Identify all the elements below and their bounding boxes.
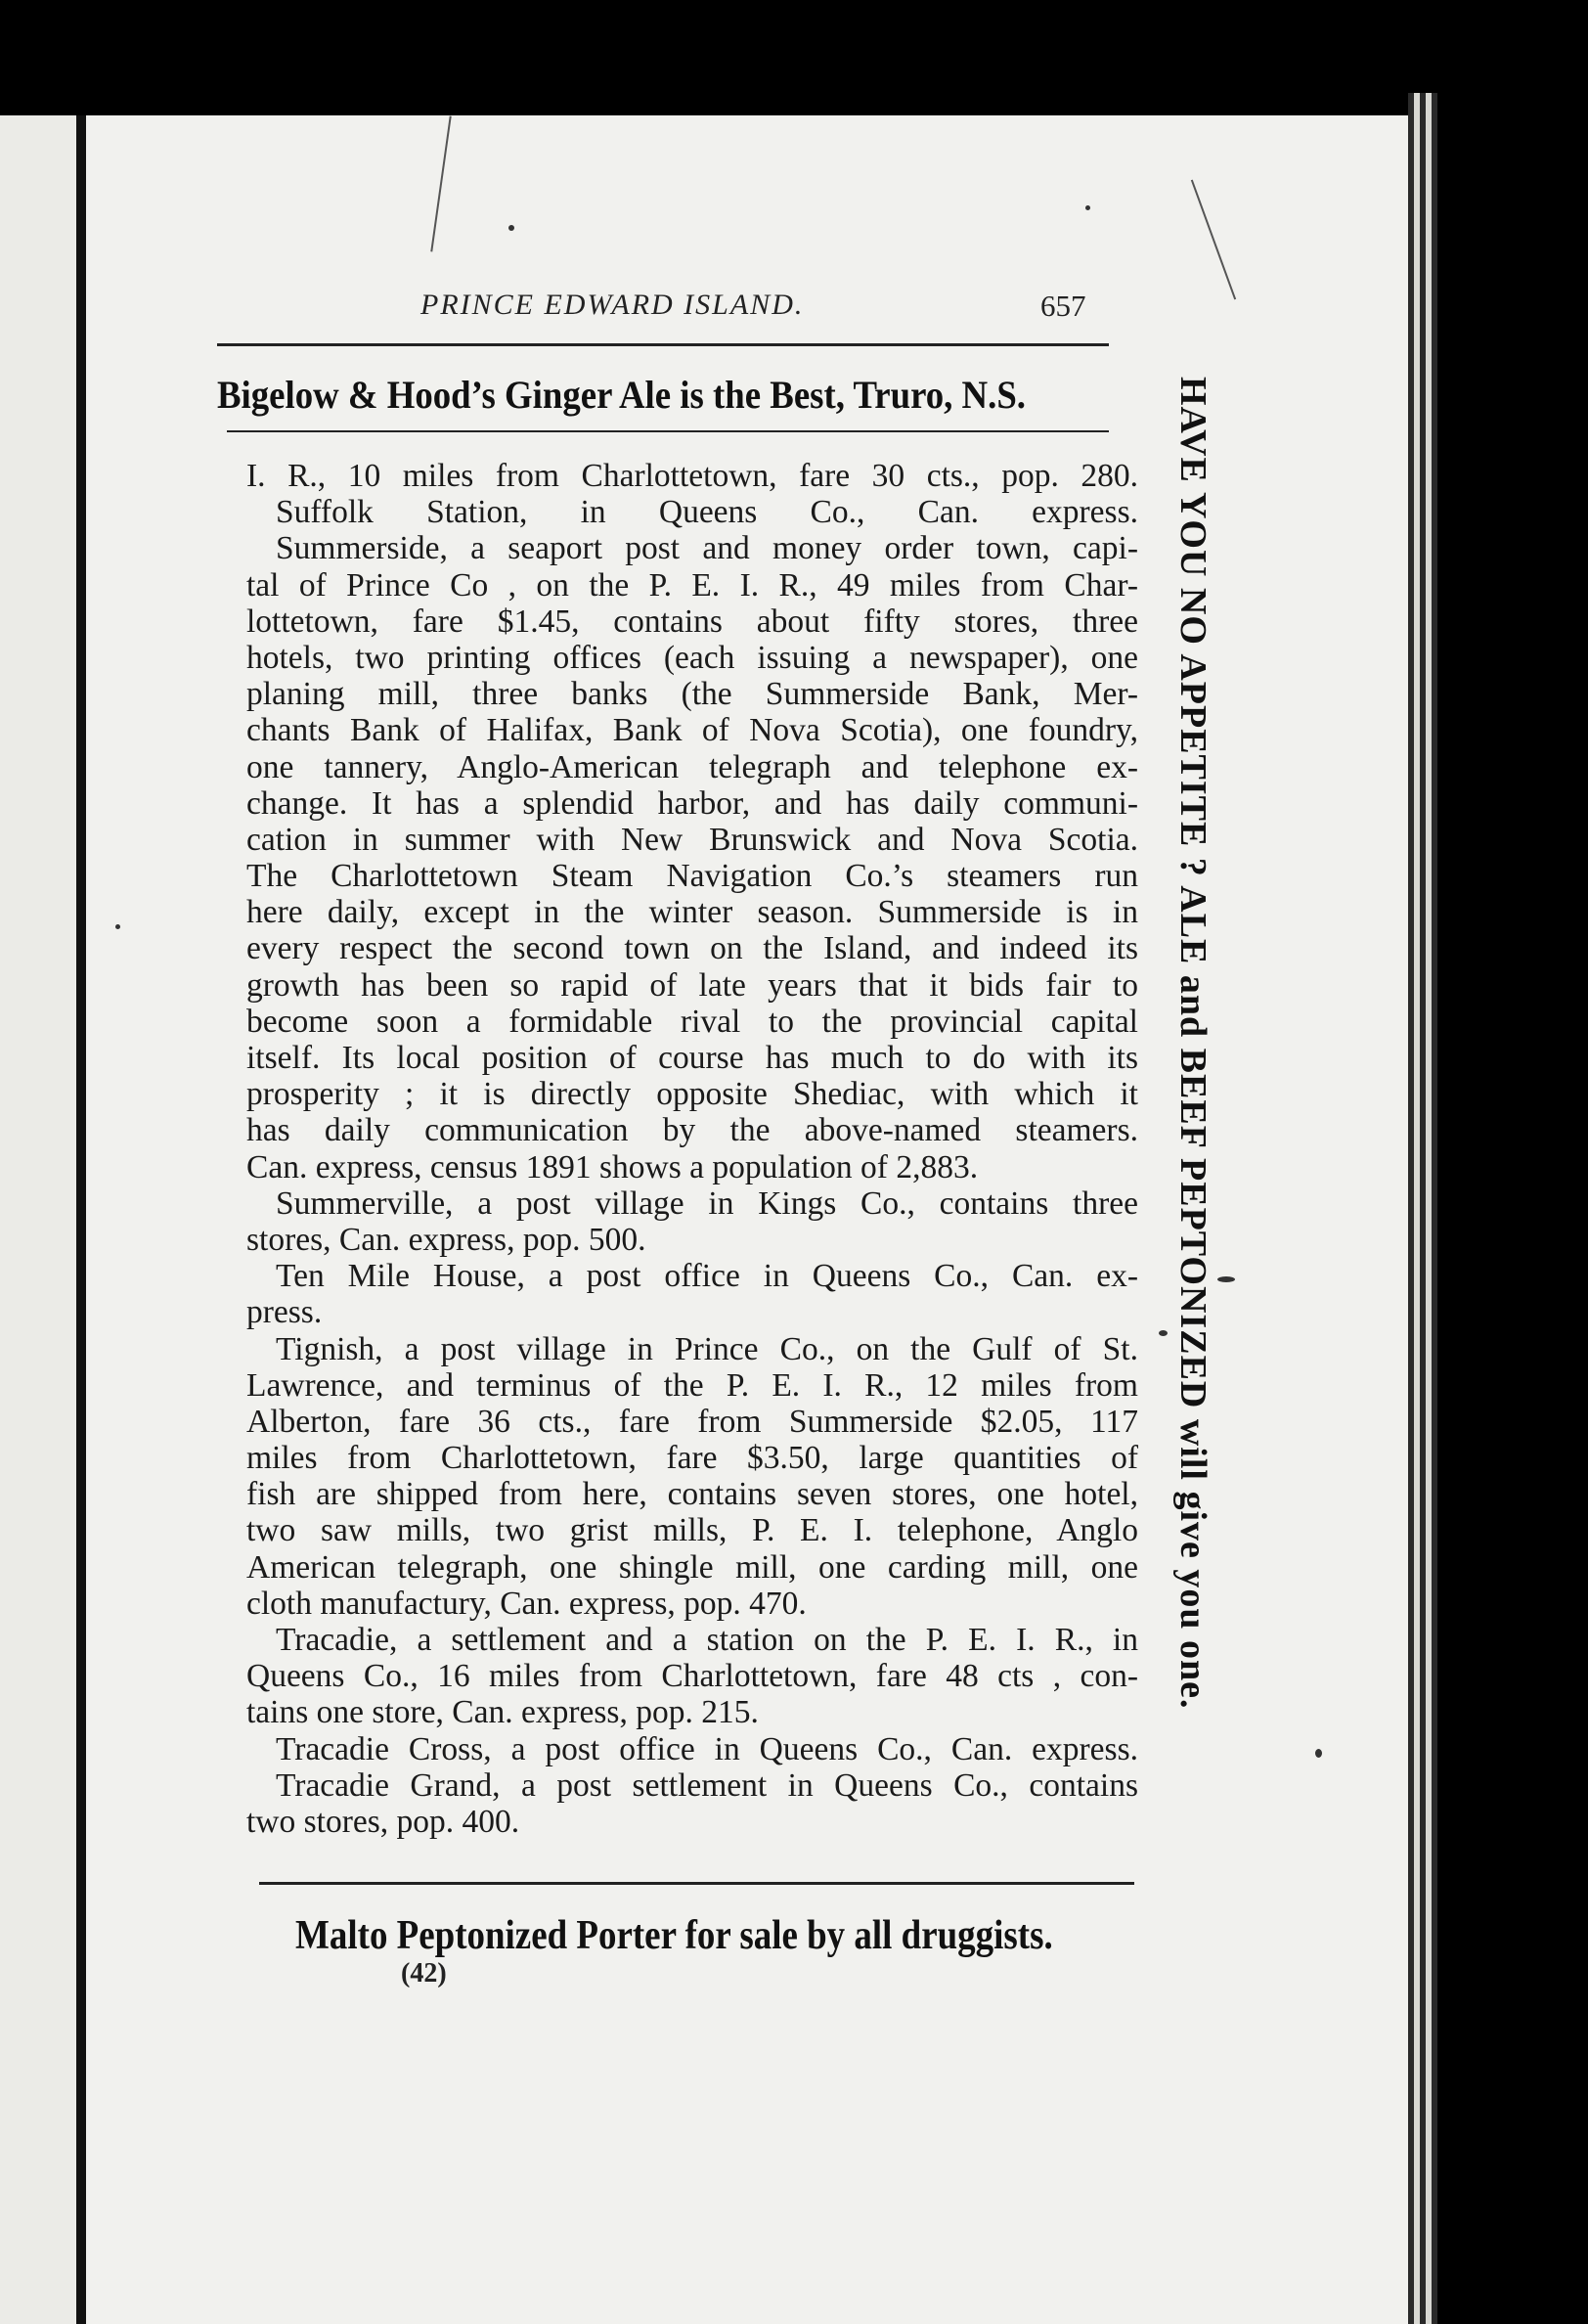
text-line: planing mill, three banks (the Summerside Bank, Mer- bbox=[246, 676, 1138, 713]
scan-speck bbox=[1315, 1749, 1322, 1758]
text-line: Ten Mile House, a post office in Queens Co., Can. ex- bbox=[276, 1258, 1138, 1295]
text-line: Lawrence, and terminus of the P. E. I. R., 12 miles from bbox=[246, 1366, 1138, 1404]
scan-speck bbox=[1217, 1276, 1235, 1282]
scan-speck bbox=[1159, 1330, 1168, 1336]
text-line: stores, Can. express, pop. 500. bbox=[246, 1221, 646, 1258]
text-line: growth has been so rapid of late years that it bids fair to bbox=[246, 966, 1138, 1004]
top-ad-rule bbox=[227, 430, 1109, 432]
side-advertisement: HAVE YOU NO APPETITE ? ALE and BEEF PEPTONIZED will give you one. bbox=[1172, 377, 1213, 1710]
top-advertisement: Bigelow & Hood’s Ginger Ale is the Best, Truro, N.S. bbox=[217, 373, 1026, 417]
text-line: become soon a formidable rival to the provincial capital bbox=[246, 1003, 1138, 1040]
text-line: cloth manufactury, Can. express, pop. 470. bbox=[246, 1585, 807, 1622]
text-line: prosperity ; it is directly opposite Shediac, with which it bbox=[246, 1076, 1138, 1113]
text-line: Tracadie Cross, a post office in Queens Co., Can. express. bbox=[276, 1730, 1138, 1767]
text-line: tal of Prince Co , on the P. E. I. R., 49 miles from Char- bbox=[246, 566, 1138, 603]
text-line: tains one store, Can. express, pop. 215. bbox=[246, 1694, 759, 1731]
text-line: Tracadie, a settlement and a station on the P. E. I. R., in bbox=[276, 1622, 1138, 1658]
scan-speck bbox=[115, 924, 120, 929]
text-line: lottetown, fare $1.45, contains about fifty stores, three bbox=[246, 603, 1138, 640]
text-line: Can. express, census 1891 shows a population of 2,883. bbox=[246, 1148, 979, 1185]
text-line: American telegraph, one shingle mill, one carding mill, one bbox=[246, 1548, 1138, 1586]
header-rule bbox=[217, 343, 1109, 346]
text-line: chants Bank of Halifax, Bank of Nova Scotia), one foundry, bbox=[246, 712, 1138, 749]
scan-speck bbox=[1085, 205, 1090, 210]
scan-speck bbox=[508, 225, 514, 231]
text-line: The Charlottetown Steam Navigation Co.’s steamers run bbox=[246, 858, 1138, 895]
signature-mark: (42) bbox=[401, 1958, 447, 1989]
text-line: has daily communication by the above-named steamers. bbox=[246, 1112, 1138, 1149]
text-line: hotels, two printing offices (each issuing a newspaper), one bbox=[246, 639, 1138, 676]
text-line: Tracadie Grand, a post settlement in Queens Co., contains bbox=[276, 1766, 1138, 1804]
text-line: I. R., 10 miles from Charlottetown, fare 30 cts., pop. 280. bbox=[246, 458, 1138, 494]
text-line: two stores, pop. 400. bbox=[246, 1803, 520, 1840]
text-line: Summerville, a post village in Kings Co., contains three bbox=[276, 1184, 1138, 1222]
text-line: miles from Charlottetown, fare $3.50, large quantities of bbox=[246, 1440, 1138, 1477]
text-line: Tignish, a post village in Prince Co., on the Gulf of St. bbox=[276, 1330, 1138, 1367]
footer-rule bbox=[259, 1882, 1134, 1885]
page-number: 657 bbox=[1040, 289, 1086, 323]
text-line: Alberton, fare 36 cts., fare from Summerside $2.05, 117 bbox=[246, 1403, 1138, 1440]
text-line: fish are shipped from here, contains seven stores, one hotel, bbox=[246, 1476, 1138, 1513]
text-line: Summerside, a seaport post and money order town, capi- bbox=[276, 530, 1138, 567]
text-line: Queens Co., 16 miles from Charlottetown, fare 48 cts , con- bbox=[246, 1658, 1138, 1695]
text-line: press. bbox=[246, 1294, 323, 1331]
text-line: Suffolk Station, in Queens Co., Can. express. bbox=[276, 494, 1138, 531]
text-line: cation in summer with New Brunswick and Nova Scotia. bbox=[246, 821, 1138, 858]
text-line: here daily, except in the winter season. Summerside is in bbox=[246, 894, 1138, 931]
text-line: change. It has a splendid harbor, and has daily communi- bbox=[246, 784, 1138, 822]
text-line: itself. Its local position of course has much to do with its bbox=[246, 1040, 1138, 1076]
text-line: one tannery, Anglo-American telegraph and telephone ex- bbox=[246, 748, 1138, 785]
running-title: PRINCE EDWARD ISLAND. bbox=[420, 289, 805, 321]
text-line: two saw mills, two grist mills, P. E. I. telephone, Anglo bbox=[246, 1512, 1138, 1549]
page-edge bbox=[1432, 93, 1437, 2324]
text-line: every respect the second town on the Island, and indeed its bbox=[246, 930, 1138, 967]
bottom-advertisement: Malto Peptonized Porter for sale by all druggists. bbox=[295, 1913, 1053, 1958]
gazetteer-entries bbox=[246, 458, 1138, 1866]
book-gutter bbox=[76, 115, 86, 2324]
facing-page-edge bbox=[0, 115, 76, 2324]
